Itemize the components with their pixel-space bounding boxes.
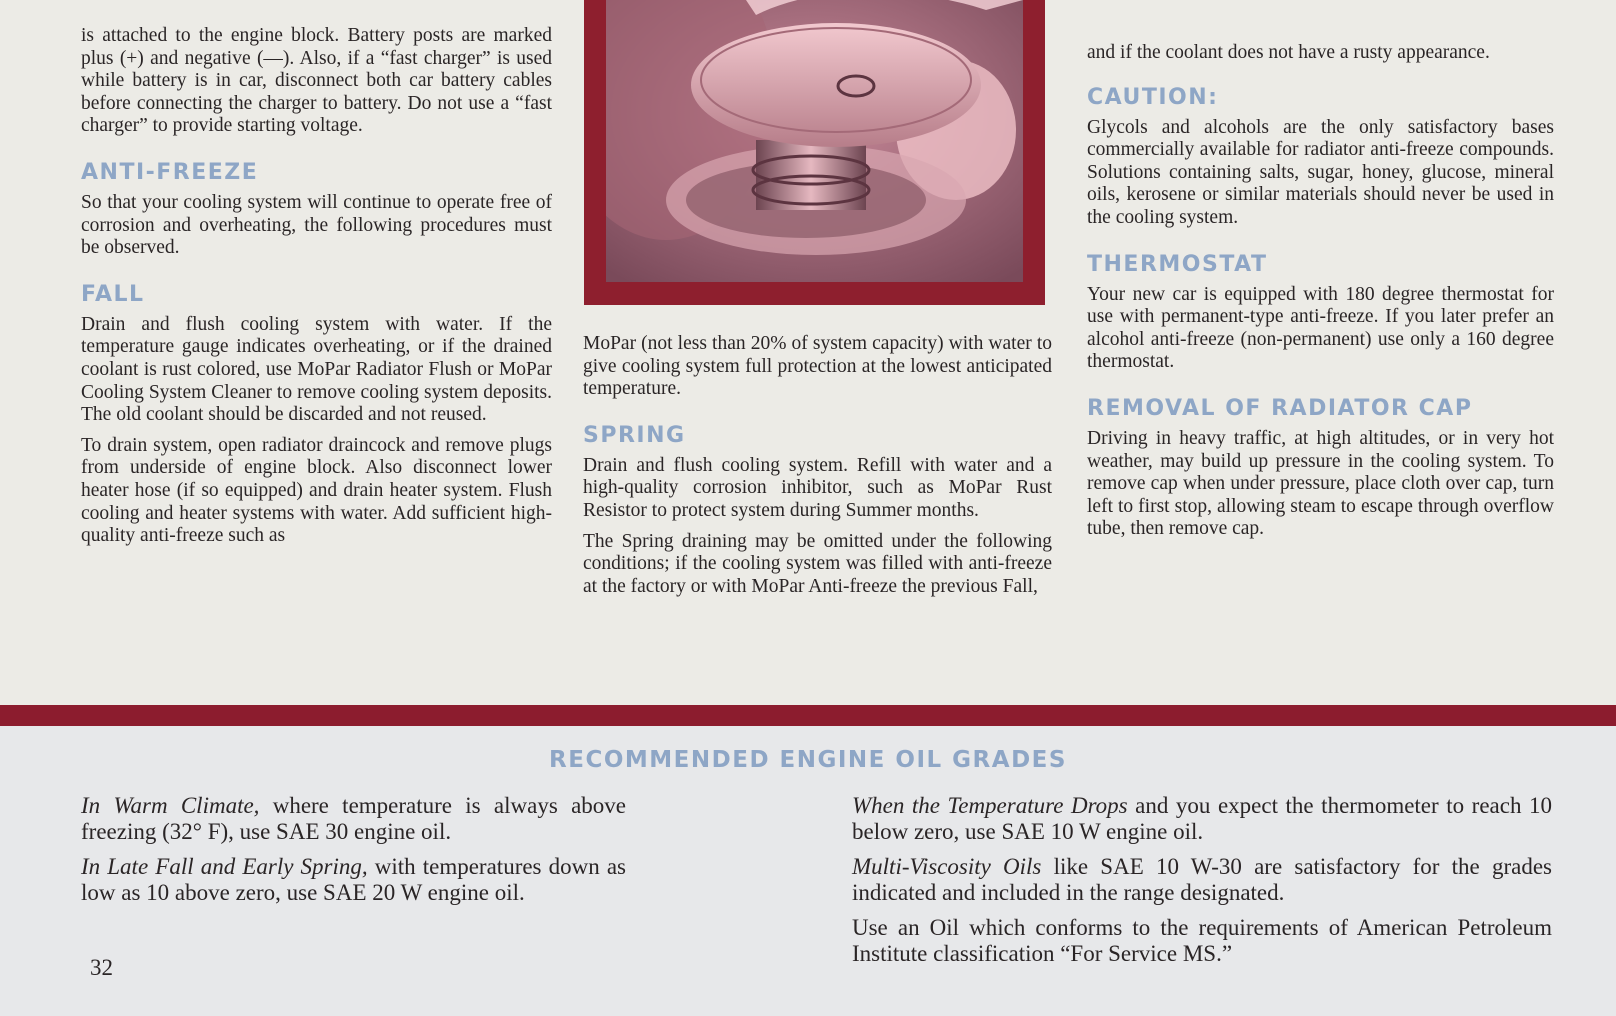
fall-heading: FALL <box>81 281 145 307</box>
thermostat-paragraph: Your new car is equipped with 180 degree thermostat for use with permanent-type anti-freeze. If you later prefer an alcohol anti-freeze (non-permanent) use only a 160 degree thermostat. <box>1087 283 1554 373</box>
removal-heading: REMOVAL OF RADIATOR CAP <box>1087 395 1473 421</box>
api-classification-paragraph: Use an Oil which conforms to the requirements of American Petroleum Institute classification “For Service MS.” <box>852 915 1552 966</box>
spring-paragraph-2: The Spring draining may be omitted under the following conditions; if the cooling system was filled with anti-freeze at the factory or with MoPar Anti-freeze the previous Fall, <box>583 530 1052 597</box>
temperature-drops-text: and you expect the thermometer to reach 10 below zero, use SAE 10 W engine oil. <box>852 793 1552 844</box>
left-column <box>81 25 552 548</box>
spring-continued-paragraph: and if the coolant does not have a rusty appearance. <box>1087 42 1490 63</box>
radiator-cap-illustration <box>606 0 1023 282</box>
fall-paragraph-2: To drain system, open radiator draincock and remove plugs from underside of engine block. Also disconnect lower heater hose (if so equipped) and drain heater system. Flush cooling and heater systems with water. Add sufficient high-quality anti-freeze such as <box>81 434 552 547</box>
temperature-drops-lead: When the Temperature Drops <box>852 793 1128 818</box>
fall-paragraph-1: Drain and flush cooling system with water. If the temperature gauge indicates overheating, or if the drained coolant is rust colored, use MoPar Radiator Flush or MoPar Cooling System Cleaner to remove cooling system deposits. The old coolant should be discarded and not reused. <box>81 313 552 426</box>
removal-paragraph: Driving in heavy traffic, at high altitudes, or in very hot weather, may build up pressure in the cooling system. To remove cap when under pressure, place cloth over cap, turn left to first stop, allowing steam to escape through overflow tube, then remove cap. <box>1087 427 1554 540</box>
antifreeze-paragraph: So that your cooling system will continue to operate free of corrosion and overheating, the following procedures must be observed. <box>81 191 552 259</box>
antifreeze-heading: ANTI-FREEZE <box>81 159 259 185</box>
temperature-drops-paragraph <box>852 793 1552 844</box>
oil-grades-heading: RECOMMENDED ENGINE OIL GRADES <box>549 747 1067 773</box>
right-column <box>1087 42 1554 541</box>
middle-column <box>583 333 1052 598</box>
caution-paragraph: Glycols and alcohols are the only satisfactory bases commercially available for radiator anti-freeze compounds. Solutions containing salts, sugar, honey, glucose, mineral oils, kerosene or similar materials should never be used in the cooling system. <box>1087 116 1554 228</box>
battery-continued-paragraph: is attached to the engine block. Battery posts are marked plus (+) and negative (—). Also, if a “fast charger” is used while battery is in car, disconnect both car battery cables before connecting the charger to battery. Do not use a “fast charger” to provide starting voltage. <box>81 25 552 137</box>
radiator-cap-photo <box>584 0 1045 305</box>
section-divider <box>0 705 1616 726</box>
antifreeze-continued-paragraph: MoPar (not less than 20% of system capacity) with water to give cooling system full protection at the lowest anticipated temperature. <box>583 333 1052 400</box>
multi-viscosity-lead: Multi-Viscosity Oils <box>852 854 1042 879</box>
spring-heading: SPRING <box>583 422 686 448</box>
warm-climate-lead: In Warm Climate, <box>81 793 260 818</box>
late-fall-lead: In Late Fall and Early Spring, <box>81 854 368 879</box>
late-fall-paragraph <box>81 854 626 905</box>
warm-climate-paragraph <box>81 793 626 844</box>
multi-viscosity-paragraph <box>852 854 1552 905</box>
spring-paragraph-1: Drain and flush cooling system. Refill with water and a high-quality corrosion inhibitor, such as MoPar Rust Resistor to protect system during Summer months. <box>583 454 1052 521</box>
oil-left-column <box>81 793 626 915</box>
caution-heading: CAUTION: <box>1087 84 1219 110</box>
late-fall-text: with temperatures down as low as 10 above zero, use SAE 20 W engine oil. <box>81 854 626 905</box>
page-number: 32 <box>90 955 113 980</box>
thermostat-heading: THERMOSTAT <box>1087 251 1268 277</box>
warm-climate-text: where temperature is always above freezing (32° F), use SAE 30 engine oil. <box>81 793 626 844</box>
multi-viscosity-text: like SAE 10 W-30 are satisfactory for the grades indicated and included in the range designated. <box>852 854 1552 905</box>
oil-right-column <box>852 793 1552 976</box>
